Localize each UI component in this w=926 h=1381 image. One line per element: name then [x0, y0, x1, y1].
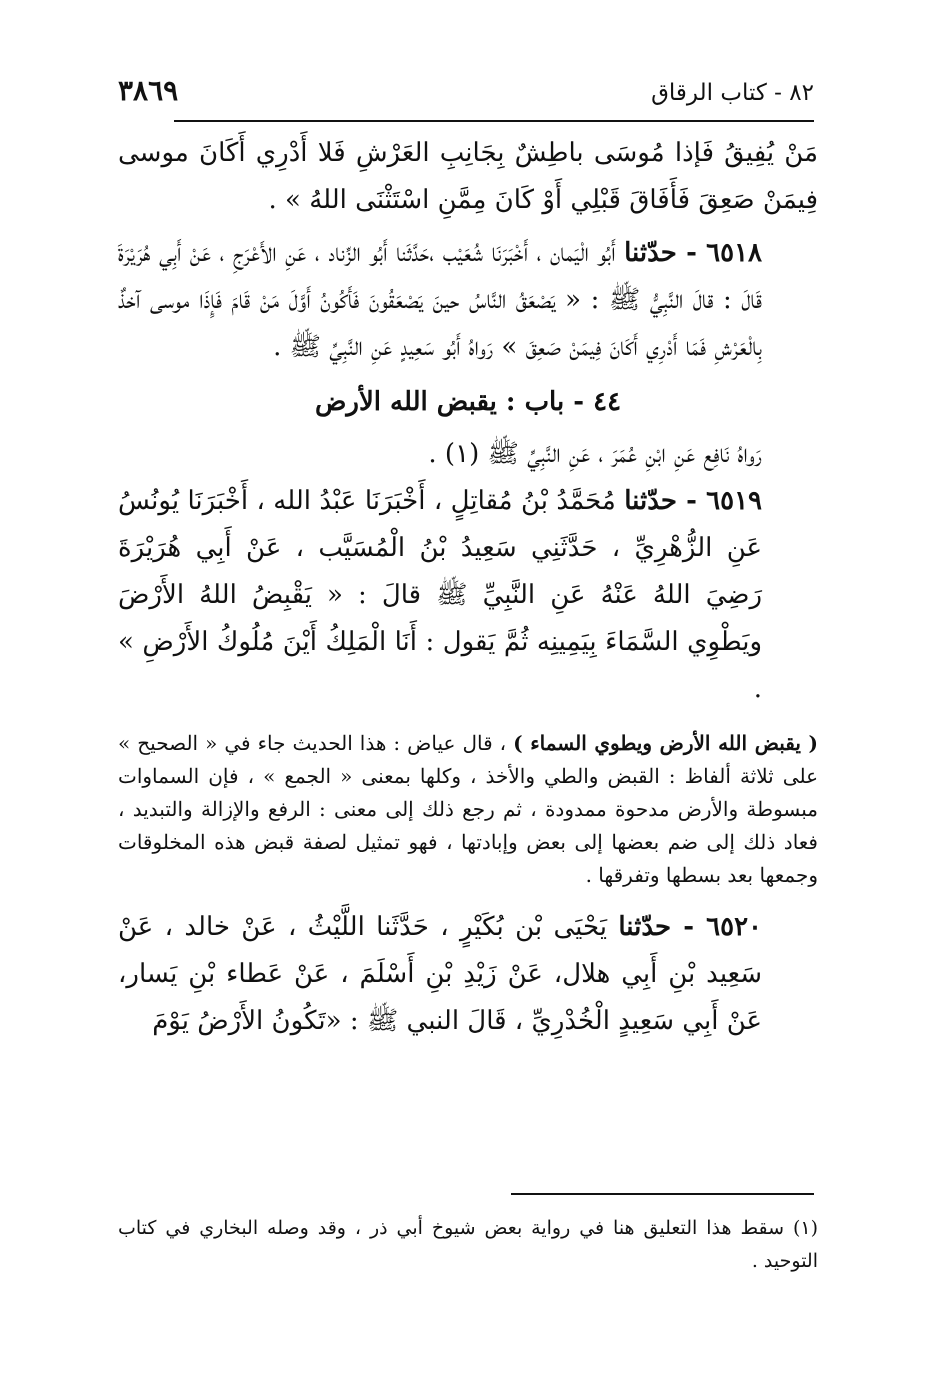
footnote-divider	[511, 1193, 814, 1195]
hadith-number: ٦٥٢٠ - حدّثنا	[618, 912, 763, 942]
hadith-6520	[118, 904, 818, 1045]
hadith-number: ٦٥١٨ - حدّثنا	[624, 238, 763, 268]
page-number: ٣٨٦٩	[118, 74, 179, 107]
hadith-6518	[118, 230, 818, 371]
narration-line: رَواهُ نَافِع عَنِ ابْنِ عُمَرَ ، عَنِ النَّبِيِّ ﷺ (١) .	[428, 439, 762, 469]
hadith-6519	[118, 478, 818, 713]
running-header-chapter: ٨٢ - كتاب الرقاق	[651, 80, 814, 106]
header-divider	[174, 120, 814, 122]
commentary-text: ، قال عياض : هذا الحديث جاء في « الصحيح » على ثلاثة ألفاظ : القبض والطي والأخذ ، وكلها بمعنى « الجمع » ، فإن السماوات مبسوطة والأرض مدحوة ممدودة ، ثم رجع ذلك إلى معنى : الرفع والإزالة والتبديد ، فعاد ذلك إلى ضم بعضها إلى بعض وإبادتها ، فهو تمثيل لصفة قبض هذه المخلوقات وجمعها بعد بسطها وتفرقها .	[118, 731, 818, 887]
continuation-paragraph: مَنْ يُفِيقُ فَإذا مُوسَى باطِشٌ بِجَانِبِ العَرْشِ فَلا أَدْرِي أَكَانَ موسى فِيمَنْ صَعِقَ فَأَفَاقَ قَبْلِي أَوْ كَانَ مِمَّنِ اسْتَثْنَى اللهُ » .	[118, 138, 818, 215]
footnote: (١) سقط هذا التعليق هنا في رواية بعض شيوخ أبي ذر ، وقد وصله البخاري في كتاب التوحيد .	[118, 1217, 818, 1272]
commentary-lemma: ( يقبض الله الأرض ويطوي السماء )	[513, 731, 819, 755]
hadith-text: يَحْيَى بْن بُكَيْرٍ ، حَدَّثَنا اللَّيْثُ ، عَنْ خالد ، عَنْ سَعِيد بْنِ أَبِي هلال، عَنْ زَيْدِ بْنِ أَسْلَمَ ، عَنْ عَطاء بْنِ يَسار، عَنْ أَبِي سَعِيدٍ الْخُدْرِيِّ ، قَالَ النبي ﷺ : «تَكُونُ الأَرْضُ يَوْمَ	[118, 912, 762, 1036]
main-text	[118, 130, 818, 1045]
chapter-heading: ٤٤ - باب : يقبض الله الأرض	[314, 387, 622, 417]
hadith-number: ٦٥١٩ - حدّثنا	[624, 486, 762, 516]
hadith-text: أَبُو الْيَمان ، أَخْبَرَنَا شُعَيْب ،حَدَّثَنا أَبُو الزِّناد ، عَنِ الأَعْرَجِ ، عَنْ أَبِي هُرَيْرَةَ قَالَ : قالَ النَّبِيُّ ﷺ : « يَصْعَقُ النَّاسُ حينَ يَصْعَقُونَ فَأَكُونُ أَوَّلَ مَنْ قَامَ فَإِذَا موسى آخذٌ بِالْعَرْشِ فَمَا أَدْرِي أَكَانَ فِيمَنْ صَعِقَ » رَواهُ أَبُو سَعِيدٍ عَنِ النَّبِيِّ ﷺ .	[118, 238, 762, 362]
hadith-text: مُحَمَّدُ بْنُ مُقاتِلٍ ، أَخْبَرَنَا عَبْدُ الله ، أَخْبَرَنَا يُونُسُ عَنِ الزُّهْرِيِّ ، حَدَّثَنِي سَعِيدُ بْنُ الْمُسَيَّب ، عَنْ أَبِي هُرَيْرَةَ رَضِيَ اللهُ عَنْهُ عَنِ النَّبِيِّ ﷺ قالَ : « يَقْبِضُ اللهُ الأَرْضَ ويَطْوِي السَّمَاءَ بِيَمِينِه ثُمَّ يَقول : أَنَا الْمَلِكُ أَيْنَ مُلُوكُ الأَرْضِ » .	[118, 486, 762, 704]
commentary	[118, 727, 818, 892]
